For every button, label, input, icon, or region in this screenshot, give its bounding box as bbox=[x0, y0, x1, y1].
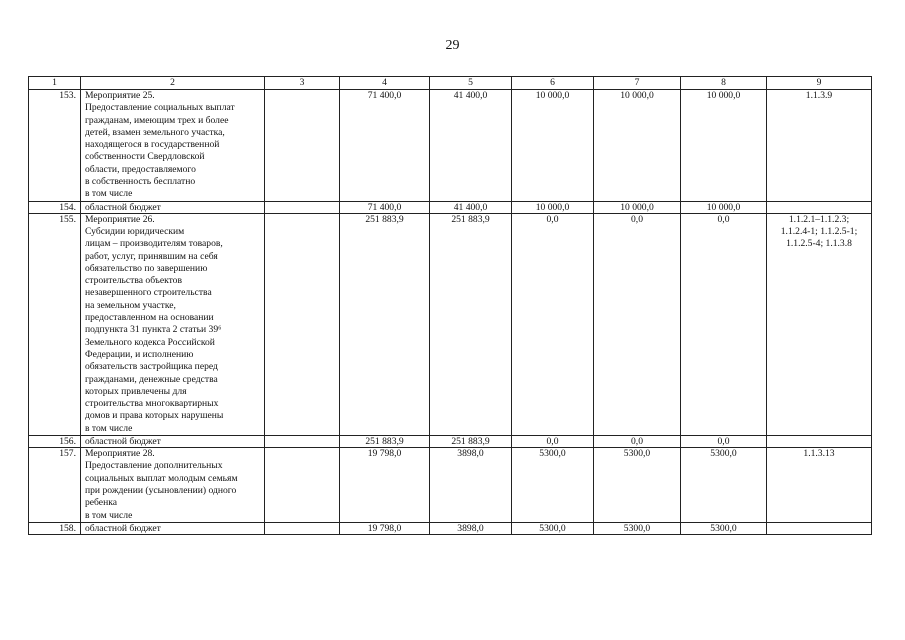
description-line: строительства объектов bbox=[85, 275, 183, 287]
description-line: подпункта 31 пункта 2 статьи 39⁶ bbox=[85, 324, 222, 336]
description-line: строительства многоквартирных bbox=[85, 398, 219, 410]
column-header: 5 bbox=[430, 77, 512, 90]
column-header: 1 bbox=[29, 77, 81, 90]
amount-cell-c6: 5300,0 bbox=[512, 522, 594, 534]
description-line: лицам – производителям товаров, bbox=[85, 238, 223, 250]
description-line: работ, услуг, принявшим на себя bbox=[85, 250, 218, 262]
amount-cell-c7: 5300,0 bbox=[594, 522, 681, 534]
column-3-cell bbox=[265, 436, 340, 448]
amount-cell-c7: 5300,0 bbox=[594, 448, 681, 523]
row-description bbox=[81, 213, 265, 435]
column-3-cell bbox=[265, 448, 340, 523]
row-number: 155. bbox=[29, 213, 81, 435]
target-indicator-cell bbox=[767, 90, 872, 202]
column-header: 9 bbox=[767, 77, 872, 90]
row-number: 153. bbox=[29, 90, 81, 202]
amount-cell-c6: 0,0 bbox=[512, 213, 594, 435]
target-indicator-cell bbox=[767, 201, 872, 213]
description-line: собственности Свердловской bbox=[85, 151, 205, 163]
row-description bbox=[81, 522, 265, 534]
amount-cell-c5: 41 400,0 bbox=[430, 90, 512, 202]
amount-cell-c8: 5300,0 bbox=[681, 522, 767, 534]
description-line: ребенка bbox=[85, 497, 117, 509]
target-indicator-line: 1.1.2.4-1; 1.1.2.5-1; bbox=[780, 225, 858, 237]
row-number: 154. bbox=[29, 201, 81, 213]
target-indicator-cell bbox=[767, 436, 872, 448]
amount-cell-c5: 41 400,0 bbox=[430, 201, 512, 213]
budget-table bbox=[28, 76, 872, 535]
row-description bbox=[81, 201, 265, 213]
amount-cell-c7: 0,0 bbox=[594, 213, 681, 435]
description-line: которых привлечены для bbox=[85, 385, 187, 397]
description-line: областной бюджет bbox=[85, 201, 161, 213]
amount-cell-c5: 3898,0 bbox=[430, 448, 512, 523]
description-line: Субсидии юридическим bbox=[85, 225, 185, 237]
description-line: детей, взамен земельного участка, bbox=[85, 126, 225, 138]
row-description bbox=[81, 436, 265, 448]
table-row bbox=[29, 90, 872, 202]
row-description bbox=[81, 448, 265, 523]
column-header: 8 bbox=[681, 77, 767, 90]
description-line: в том числе bbox=[85, 188, 133, 200]
amount-cell-c8: 5300,0 bbox=[681, 448, 767, 523]
amount-cell-c4: 19 798,0 bbox=[340, 522, 430, 534]
description-line: в том числе bbox=[85, 422, 133, 434]
description-line: Предоставление социальных выплат bbox=[85, 102, 235, 114]
column-3-cell bbox=[265, 90, 340, 202]
row-description bbox=[81, 90, 265, 202]
column-header: 3 bbox=[265, 77, 340, 90]
description-line: в том числе bbox=[85, 509, 133, 521]
description-line: Земельного кодекса Российской bbox=[85, 336, 215, 348]
target-indicator-line: 1.1.2.1–1.1.2.3; bbox=[788, 213, 850, 225]
row-number: 157. bbox=[29, 448, 81, 523]
description-line: Федерации, и исполнению bbox=[85, 348, 194, 360]
description-line: предоставленном на основании bbox=[85, 312, 214, 324]
amount-cell-c8: 0,0 bbox=[681, 213, 767, 435]
amount-cell-c8: 10 000,0 bbox=[681, 201, 767, 213]
table-row bbox=[29, 522, 872, 534]
description-line: Предоставление дополнительных bbox=[85, 460, 223, 472]
table-body bbox=[29, 90, 872, 535]
target-indicator-cell bbox=[767, 522, 872, 534]
column-header: 7 bbox=[594, 77, 681, 90]
description-line: обязательство по завершению bbox=[85, 262, 208, 274]
amount-cell-c6: 10 000,0 bbox=[512, 201, 594, 213]
description-line: обязательств застройщика перед bbox=[85, 361, 218, 373]
amount-cell-c5: 251 883,9 bbox=[430, 213, 512, 435]
description-line: находящегося в государственной bbox=[85, 139, 220, 151]
amount-cell-c8: 10 000,0 bbox=[681, 90, 767, 202]
description-line: гражданам, имеющим трех и более bbox=[85, 114, 229, 126]
row-number: 158. bbox=[29, 522, 81, 534]
description-line: в собственность бесплатно bbox=[85, 176, 196, 188]
amount-cell-c6: 10 000,0 bbox=[512, 90, 594, 202]
target-indicator-line: 1.1.3.13 bbox=[803, 448, 835, 460]
table-row bbox=[29, 213, 872, 435]
amount-cell-c6: 5300,0 bbox=[512, 448, 594, 523]
description-line: незавершенного строительства bbox=[85, 287, 212, 299]
amount-cell-c5: 251 883,9 bbox=[430, 436, 512, 448]
amount-cell-c4: 251 883,9 bbox=[340, 213, 430, 435]
description-line: при рождении (усыновлении) одного bbox=[85, 484, 237, 496]
description-line: Мероприятие 26. bbox=[85, 213, 155, 225]
description-line: на земельном участке, bbox=[85, 299, 176, 311]
column-header: 2 bbox=[81, 77, 265, 90]
column-3-cell bbox=[265, 213, 340, 435]
amount-cell-c6: 0,0 bbox=[512, 436, 594, 448]
table-row bbox=[29, 201, 872, 213]
description-line: гражданами, денежные средства bbox=[85, 373, 218, 385]
amount-cell-c7: 10 000,0 bbox=[594, 90, 681, 202]
amount-cell-c4: 71 400,0 bbox=[340, 201, 430, 213]
description-line: Мероприятие 28. bbox=[85, 448, 155, 460]
description-line: областной бюджет bbox=[85, 522, 161, 534]
target-indicator-cell bbox=[767, 213, 872, 435]
table-row bbox=[29, 436, 872, 448]
column-header: 4 bbox=[340, 77, 430, 90]
amount-cell-c4: 19 798,0 bbox=[340, 448, 430, 523]
page-number: 29 bbox=[445, 38, 460, 53]
description-line: социальных выплат молодым семьям bbox=[85, 472, 238, 484]
table-row bbox=[29, 448, 872, 523]
target-indicator-line: 1.1.3.9 bbox=[805, 90, 833, 101]
description-line: Мероприятие 25. bbox=[85, 90, 155, 101]
column-3-cell bbox=[265, 522, 340, 534]
amount-cell-c7: 0,0 bbox=[594, 436, 681, 448]
column-3-cell bbox=[265, 201, 340, 213]
target-indicator-cell bbox=[767, 448, 872, 523]
description-line: областной бюджет bbox=[85, 436, 161, 448]
header-row bbox=[29, 77, 872, 90]
amount-cell-c4: 71 400,0 bbox=[340, 90, 430, 202]
amount-cell-c5: 3898,0 bbox=[430, 522, 512, 534]
description-line: области, предоставляемого bbox=[85, 163, 196, 175]
amount-cell-c4: 251 883,9 bbox=[340, 436, 430, 448]
target-indicator-line: 1.1.2.5-4; 1.1.3.8 bbox=[786, 238, 852, 250]
row-number: 156. bbox=[29, 436, 81, 448]
amount-cell-c8: 0,0 bbox=[681, 436, 767, 448]
amount-cell-c7: 10 000,0 bbox=[594, 201, 681, 213]
column-header: 6 bbox=[512, 77, 594, 90]
description-line: домов и права которых нарушены bbox=[85, 410, 224, 422]
